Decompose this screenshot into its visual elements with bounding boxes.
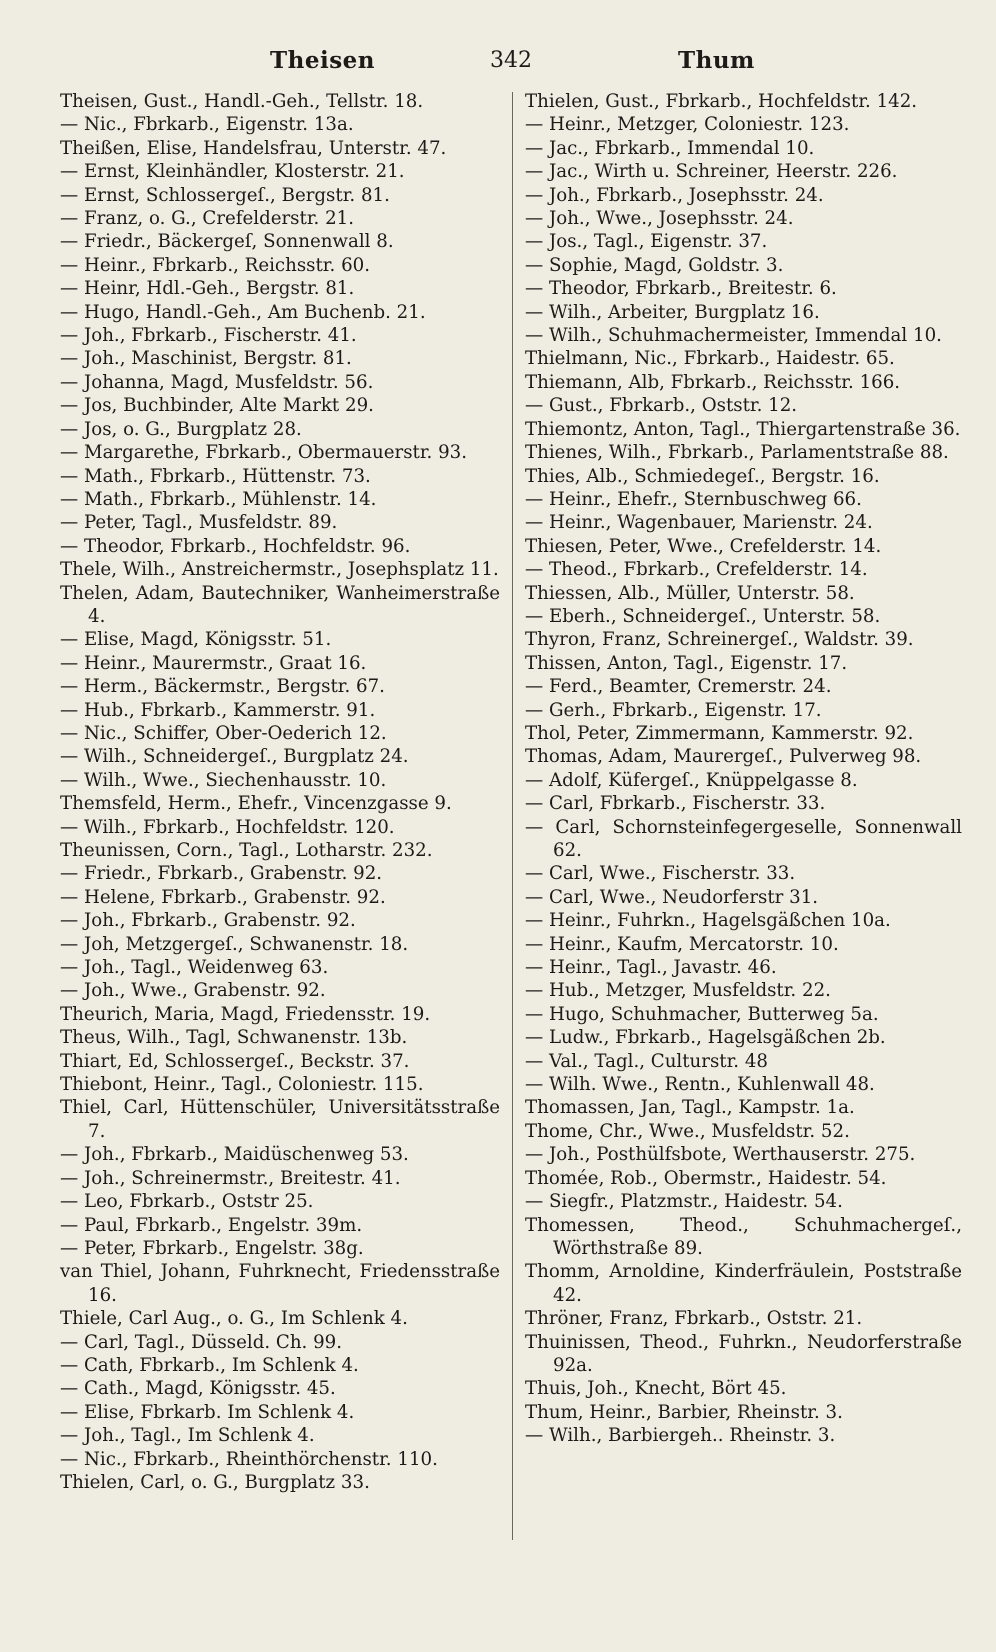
directory-entry: — Nic., Fbrkarb., Eigenstr. 13a. <box>60 114 354 136</box>
directory-entry: — Joh., Fbrkarb., Grabenstr. 92. <box>60 910 356 932</box>
directory-entry: — Hub., Metzger, Musfeldstr. 22. <box>525 980 831 1002</box>
directory-entry: — Joh., Fbrkarb., Josephsstr. 24. <box>525 184 824 206</box>
directory-entry: — Joh., Maschinist, Bergstr. 81. <box>60 348 352 370</box>
directory-entry: Themsfeld, Herm., Ehefr., Vincenzgasse 9. <box>60 793 452 815</box>
directory-entry: — Heinr., Wagenbauer, Marienstr. 24. <box>525 512 873 534</box>
directory-entry: van Thiel, Johann, Fuhrknecht, Friedensstraße 16. <box>60 1261 500 1306</box>
directory-entry: Thome, Chr., Wwe., Musfeldstr. 52. <box>525 1120 850 1142</box>
directory-entry: — Heinr., Metzger, Coloniestr. 123. <box>525 114 850 136</box>
directory-entry: — Leo, Fbrkarb., Oststr 25. <box>60 1191 314 1213</box>
directory-entry: Thiessen, Alb., Müller, Unterstr. 58. <box>525 582 855 604</box>
directory-entry: — Jac., Fbrkarb., Immendal 10. <box>525 137 815 159</box>
directory-entry: — Wilh., Schneidergeſ., Burgplatz 24. <box>60 746 409 768</box>
directory-entry: — Joh, Metzgergeſ., Schwanenstr. 18. <box>60 933 409 955</box>
directory-entry: — Heinr, Hdl.-Geh., Bergstr. 81. <box>60 278 355 300</box>
directory-entry: Thiart, Ed, Schlossergeſ., Beckstr. 37. <box>60 1050 410 1072</box>
directory-entry: — Ernst, Schlossergeſ., Bergstr. 81. <box>60 184 390 206</box>
directory-entry: — Carl, Wwe., Fischerstr. 33. <box>525 863 796 885</box>
directory-entry: — Ferd., Beamter, Cremerstr. 24. <box>525 676 832 698</box>
directory-entry: — Heinr., Fuhrkn., Hagelsgäßchen 10a. <box>525 910 891 932</box>
directory-entry: — Cath, Fbrkarb., Im Schlenk 4. <box>60 1354 359 1376</box>
directory-entry: Theus, Wilh., Tagl, Schwanenstr. 13b. <box>60 1027 408 1049</box>
directory-entry: Thiemontz, Anton, Tagl., Thiergartenstraße 36. <box>525 418 961 440</box>
directory-entry: Thomas, Adam, Maurergeſ., Pulverweg 98. <box>525 746 922 768</box>
directory-entry: Thielen, Carl, o. G., Burgplatz 33. <box>60 1471 370 1493</box>
directory-entry: — Wilh., Fbrkarb., Hochfeldstr. 120. <box>60 816 395 838</box>
directory-entry: — Heinr., Ehefr., Sternbuschweg 66. <box>525 488 862 510</box>
directory-entry: Thele, Wilh., Anstreichermstr., Josephsplatz 11. <box>60 559 499 581</box>
directory-entry: — Jos., Tagl., Eigenstr. 37. <box>525 231 768 253</box>
page-number: 342 <box>490 47 532 73</box>
directory-entry: — Carl, Fbrkarb., Fischerstr. 33. <box>525 793 826 815</box>
directory-entry: — Eberh., Schneidergeſ., Unterstr. 58. <box>525 605 881 627</box>
directory-entry: — Joh., Schreinermstr., Breitestr. 41. <box>60 1167 401 1189</box>
directory-entry: — Nic., Fbrkarb., Rheinthörchenstr. 110. <box>60 1448 438 1470</box>
directory-entry: Thiemann, Alb, Fbrkarb., Reichsstr. 166. <box>525 371 901 393</box>
directory-entry: Thomessen, Theod., Schuhmachergeſ., Wörthstraße 89. <box>525 1214 962 1259</box>
directory-entry: Thröner, Franz, Fbrkarb., Oststr. 21. <box>525 1308 863 1330</box>
directory-entry: — Friedr., Fbrkarb., Grabenstr. 92. <box>60 863 383 885</box>
directory-entry: — Elise, Magd, Königsstr. 51. <box>60 629 332 651</box>
directory-entry: Theisen, Gust., Handl.-Geh., Tellstr. 18. <box>60 91 424 112</box>
directory-entry: — Wilh., Barbiergeh.. Rheinstr. 3. <box>525 1425 836 1447</box>
directory-entry: — Heinr., Maurermstr., Graat 16. <box>60 652 367 674</box>
directory-entry: — Adolf, Küfergeſ., Knüppelgasse 8. <box>525 769 858 791</box>
directory-entry: Thomée, Rob., Obermstr., Haidestr. 54. <box>525 1167 887 1189</box>
directory-entry: — Carl, Schornsteinfegergeselle, Sonnenwall 62. <box>525 816 962 861</box>
directory-entry: — Gust., Fbrkarb., Oststr. 12. <box>525 395 798 417</box>
directory-entry: Thissen, Anton, Tagl., Eigenstr. 17. <box>525 652 848 674</box>
directory-entry: Thiele, Carl Aug., o. G., Im Schlenk 4. <box>60 1308 408 1330</box>
directory-entry: — Hub., Fbrkarb., Kammerstr. 91. <box>60 699 376 721</box>
directory-entry: — Carl, Wwe., Neudorferstr 31. <box>525 886 819 908</box>
directory-entry: — Helene, Fbrkarb., Grabenstr. 92. <box>60 886 386 908</box>
directory-entry: Thelen, Adam, Bautechniker, Wanheimerstraße 4. <box>60 582 500 627</box>
header-left-word: Theisen <box>270 46 376 74</box>
directory-entry: — Heinr., Fbrkarb., Reichsstr. 60. <box>60 254 370 276</box>
directory-entry: Thiesen, Peter, Wwe., Crefelderstr. 14. <box>525 535 882 557</box>
right-column <box>525 90 962 1448</box>
directory-entry: — Joh., Posthülfsbote, Werthauserstr. 275. <box>525 1144 916 1166</box>
directory-entry: — Hugo, Handl.-Geh., Am Buchenb. 21. <box>60 301 426 323</box>
directory-entry: Theunissen, Corn., Tagl., Lotharstr. 232. <box>60 840 433 861</box>
directory-entry: Thol, Peter, Zimmermann, Kammerstr. 92. <box>525 722 914 744</box>
directory-entry: — Cath., Magd, Königsstr. 45. <box>60 1378 336 1400</box>
directory-entry: Thiel, Carl, Hüttenschüler, Universitätsstraße 7. <box>60 1097 500 1142</box>
directory-entry: — Friedr., Bäckergeſ, Sonnenwall 8. <box>60 231 394 253</box>
directory-entry: Thuis, Joh., Knecht, Bört 45. <box>525 1378 787 1400</box>
directory-entry: Thiebont, Heinr., Tagl., Coloniestr. 115. <box>60 1074 424 1096</box>
page-header <box>60 40 960 80</box>
directory-entry: — Heinr., Tagl., Javastr. 46. <box>525 957 777 979</box>
directory-entry: — Herm., Bäckermstr., Bergstr. 67. <box>60 676 385 698</box>
directory-entry: Thuinissen, Theod., Fuhrkn., Neudorferstraße 92a. <box>525 1331 962 1376</box>
directory-entry: — Theod., Fbrkarb., Crefelderstr. 14. <box>525 559 868 581</box>
directory-entry: Thomassen, Jan, Tagl., Kampstr. 1a. <box>525 1097 855 1119</box>
directory-entry: — Ernst, Kleinhändler, Klosterstr. 21. <box>60 161 405 183</box>
directory-entry: — Sophie, Magd, Goldstr. 3. <box>525 254 784 276</box>
directory-entry: — Joh., Tagl., Im Schlenk 4. <box>60 1425 315 1447</box>
directory-entry: — Peter, Tagl., Musfeldstr. 89. <box>60 512 338 534</box>
directory-entry: — Joh., Tagl., Weidenweg 63. <box>60 957 329 979</box>
directory-entry: — Math., Fbrkarb., Mühlenstr. 14. <box>60 488 377 510</box>
directory-entry: — Peter, Fbrkarb., Engelstr. 38g. <box>60 1237 364 1259</box>
directory-entry: Thum, Heinr., Barbier, Rheinstr. 3. <box>525 1401 843 1423</box>
left-column <box>60 90 500 1494</box>
directory-entry: — Johanna, Magd, Musfeldstr. 56. <box>60 371 374 393</box>
directory-entry: — Jos, o. G., Burgplatz 28. <box>60 418 302 440</box>
directory-entry: — Joh., Wwe., Josephsstr. 24. <box>525 208 794 230</box>
directory-entry: — Franz, o. G., Crefelderstr. 21. <box>60 208 355 230</box>
directory-entry: — Ludw., Fbrkarb., Hagelsgäßchen 2b. <box>525 1027 886 1049</box>
directory-entry: — Math., Fbrkarb., Hüttenstr. 73. <box>60 465 371 487</box>
directory-entry: — Paul, Fbrkarb., Engelstr. 39m. <box>60 1214 363 1236</box>
directory-entry: — Carl, Tagl., Düsseld. Ch. 99. <box>60 1331 343 1353</box>
directory-entry: — Theodor, Fbrkarb., Hochfeldstr. 96. <box>60 535 411 557</box>
directory-entry: — Elise, Fbrkarb. Im Schlenk 4. <box>60 1401 355 1423</box>
directory-entry: — Nic., Schiffer, Ober-Oederich 12. <box>60 722 387 744</box>
directory-entry: — Theodor, Fbrkarb., Breitestr. 6. <box>525 278 837 300</box>
directory-entry: — Joh., Fbrkarb., Fischerstr. 41. <box>60 325 357 347</box>
directory-entry: — Val., Tagl., Culturstr. 48 <box>525 1050 769 1072</box>
directory-entry: — Wilh., Schuhmachermeister, Immendal 10. <box>525 325 942 347</box>
column-divider <box>512 92 513 1540</box>
directory-entry: Theißen, Elise, Handelsfrau, Unterstr. 47. <box>60 137 447 159</box>
directory-entry: — Siegfr., Platzmstr., Haidestr. 54. <box>525 1191 843 1213</box>
directory-entry: Thyron, Franz, Schreinergeſ., Waldstr. 39. <box>525 629 914 651</box>
directory-entry: — Wilh. Wwe., Rentn., Kuhlenwall 48. <box>525 1074 875 1096</box>
directory-entry: — Hugo, Schuhmacher, Butterweg 5a. <box>525 1003 879 1025</box>
directory-entry: — Jos, Buchbinder, Alte Markt 29. <box>60 395 374 417</box>
directory-entry: — Jac., Wirth u. Schreiner, Heerstr. 226. <box>525 161 898 183</box>
directory-entry: Thienes, Wilh., Fbrkarb., Parlamentstraße 88. <box>525 442 949 464</box>
directory-entry: Thomm, Arnoldine, Kinderfräulein, Poststraße 42. <box>525 1261 962 1306</box>
directory-entry: Theurich, Maria, Magd, Friedensstr. 19. <box>60 1003 431 1025</box>
directory-entry: — Joh., Wwe., Grabenstr. 92. <box>60 980 326 1002</box>
directory-entry: — Margarethe, Fbrkarb., Obermauerstr. 93. <box>60 442 468 464</box>
directory-entry: Thielmann, Nic., Fbrkarb., Haidestr. 65. <box>525 348 895 370</box>
directory-entry: Thielen, Gust., Fbrkarb., Hochfeldstr. 142. <box>525 91 918 112</box>
directory-entry: — Joh., Fbrkarb., Maidüschenweg 53. <box>60 1144 409 1166</box>
directory-entry: — Wilh., Wwe., Siechenhausstr. 10. <box>60 769 387 791</box>
directory-entry: — Wilh., Arbeiter, Burgplatz 16. <box>525 301 820 323</box>
header-right-word: Thum <box>678 46 755 74</box>
directory-entry: Thies, Alb., Schmiedegeſ., Bergstr. 16. <box>525 465 880 487</box>
directory-entry: — Gerh., Fbrkarb., Eigenstr. 17. <box>525 699 822 721</box>
directory-entry: — Heinr., Kaufm, Mercatorstr. 10. <box>525 933 839 955</box>
